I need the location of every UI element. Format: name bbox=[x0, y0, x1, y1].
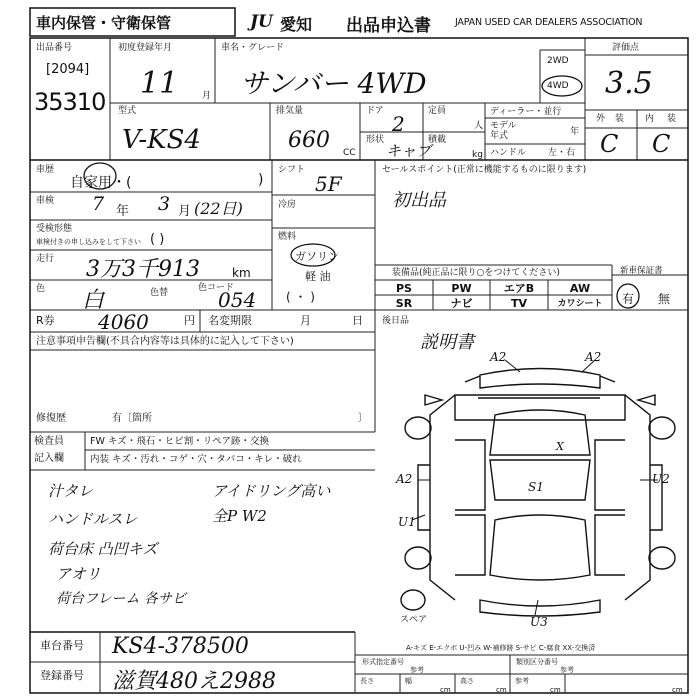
plate-label: 登録番号 bbox=[40, 669, 84, 682]
ext-grade: C bbox=[600, 130, 619, 158]
repair-close: 〕 bbox=[358, 413, 368, 424]
name-change-month: 月 bbox=[300, 314, 311, 327]
load-label: 積載 bbox=[428, 135, 447, 145]
warranty-no: 無 bbox=[658, 292, 671, 306]
remark-5: 荷台フレーム 各サビ bbox=[56, 591, 186, 607]
ac-label: 冷房 bbox=[278, 200, 297, 210]
year-label: 年式 bbox=[490, 131, 509, 141]
name-change-day: 日 bbox=[352, 314, 363, 327]
first-reg-label: 初度登録年月 bbox=[118, 43, 173, 53]
first-reg-value: 11 bbox=[140, 66, 179, 101]
equip-airbag: エアB bbox=[503, 282, 535, 295]
shape-value: キャブ bbox=[386, 142, 432, 160]
name-change-label: 名変期限 bbox=[208, 314, 252, 327]
mark-s1-roof: S1 bbox=[528, 480, 544, 494]
color-change-label: 色替 bbox=[150, 288, 169, 298]
drive-4wd: 4WD bbox=[547, 81, 569, 91]
month-unit: 月 bbox=[202, 91, 212, 101]
mark-u3-rear: U3 bbox=[530, 615, 548, 629]
org-name: 愛知 bbox=[280, 15, 313, 34]
mark-a2-front-right: A2 bbox=[585, 350, 602, 364]
recycle-yen: 円 bbox=[184, 314, 195, 327]
person-unit: 人 bbox=[474, 121, 484, 131]
mark-u1-left: U1 bbox=[398, 515, 416, 529]
notes-label: 注意事項申告欄(不具合内容等は具体的に記入して下さい) bbox=[36, 336, 294, 347]
receipt-paren: ( ) bbox=[150, 232, 165, 247]
ju-logo: JU bbox=[250, 12, 273, 32]
receipt-note: 車検付きの申し込みをして下さい bbox=[36, 238, 141, 246]
mark-u2-right: U2 bbox=[652, 472, 670, 486]
drive-2wd: 2WD bbox=[547, 56, 569, 66]
ext-label: 外 bbox=[596, 114, 606, 124]
shaken-day: (22日) bbox=[194, 199, 243, 218]
fuel-gas: ガソリン bbox=[295, 250, 339, 263]
fuel-label: 燃料 bbox=[278, 232, 297, 242]
association-name: JAPAN USED CAR DEALERS ASSOCIATION bbox=[455, 17, 643, 28]
handle-options: 左・右 bbox=[548, 148, 576, 158]
history-label: 車歴 bbox=[36, 165, 55, 175]
plate-value: 滋賀480え2988 bbox=[112, 669, 276, 694]
remark-right-2: 全P W2 bbox=[212, 507, 267, 525]
sales-point-label: セールスポイント(正常に機能するものに限ります) bbox=[382, 165, 587, 175]
rating-label: 評価点 bbox=[612, 43, 640, 53]
color-code-label: 色コード bbox=[198, 283, 235, 293]
name-grade-label: 車名・グレード bbox=[221, 43, 285, 53]
mark-x: X bbox=[556, 440, 564, 453]
displacement-label: 排気量 bbox=[276, 106, 304, 116]
mark-a2-front-left: A2 bbox=[490, 350, 507, 364]
equip-aw: AW bbox=[569, 282, 591, 295]
shift-label: シフト bbox=[278, 165, 306, 175]
recycle-label: R券 bbox=[36, 314, 55, 327]
form-spec-label: 形式指定番号 bbox=[362, 658, 404, 666]
int-grade: C bbox=[652, 130, 671, 158]
km-unit: km bbox=[232, 266, 251, 280]
ref-cm: cm bbox=[672, 686, 683, 694]
width-cm: cm bbox=[496, 686, 507, 694]
length-label: 長さ bbox=[360, 677, 374, 685]
class-label: 類別区分番号 bbox=[516, 658, 558, 666]
equip-tv: TV bbox=[510, 297, 528, 310]
repair-label: 修復歴 bbox=[36, 413, 66, 424]
equip-pw: PW bbox=[451, 282, 472, 295]
lot-label: 出品番号 bbox=[36, 43, 73, 53]
equip-navi: ナビ bbox=[450, 297, 473, 310]
shaken-month-unit: 月 bbox=[178, 204, 192, 219]
shaken-year: 7 bbox=[92, 193, 105, 215]
receipt-label: 受検形態 bbox=[36, 224, 73, 234]
entry-label: 記入欄 bbox=[34, 453, 64, 464]
shift-value: 5F bbox=[315, 172, 342, 196]
color-label: 色 bbox=[36, 284, 46, 294]
color-code-value: 054 bbox=[218, 288, 257, 312]
cc-unit: CC bbox=[343, 148, 356, 158]
shaken-year-unit: 年 bbox=[116, 204, 130, 219]
form-spec-sub: 参考 bbox=[410, 666, 424, 674]
chassis-label: 車台番号 bbox=[40, 639, 84, 652]
name-grade-value: サンバー 4WD bbox=[240, 67, 427, 100]
doors-value: 2 bbox=[392, 112, 405, 136]
repair-value: 有〔箇所 bbox=[112, 413, 152, 424]
inspection-row-2: 内装 キズ・汚れ・コゲ・穴・タバコ・キレ・破れ bbox=[90, 454, 302, 465]
shape-label: 形状 bbox=[366, 135, 385, 145]
capacity-label: 定員 bbox=[428, 106, 447, 116]
shaken-month: 3 bbox=[158, 193, 171, 215]
history-close: ) bbox=[258, 172, 264, 188]
sales-point-value: 初出品 bbox=[392, 190, 446, 211]
dealer-label: ディーラー・並行 bbox=[490, 107, 562, 117]
class-sub: 参考 bbox=[560, 666, 574, 674]
recycle-value: 4060 bbox=[98, 310, 149, 334]
kg-unit: kg bbox=[472, 150, 483, 160]
color-value: 白 bbox=[82, 288, 105, 313]
after-label: 後日品 bbox=[382, 316, 410, 326]
remark-3: 荷台床 凸凹キズ bbox=[48, 540, 158, 558]
warranty-label: 新車保証書 bbox=[620, 266, 663, 276]
int-label: 内 bbox=[645, 114, 655, 124]
displacement-value: 660 bbox=[288, 128, 330, 153]
diagram-legend: A-キズ E-エクボ U-凹み W-補修跡 S-サビ C-腐食 XX-交換済 bbox=[406, 644, 596, 652]
fuel-paren: ( ・ ) bbox=[286, 290, 315, 304]
inspection-row-1: FW キズ・飛石・ヒビ割・リペア跡・交換 bbox=[90, 436, 269, 447]
history-value: 自家用・( bbox=[70, 175, 132, 191]
length-cm: cm bbox=[440, 686, 451, 694]
doors-label: ドア bbox=[366, 106, 384, 116]
rating-value: 3.5 bbox=[605, 66, 653, 101]
lot-number: 35310 bbox=[34, 88, 106, 116]
model-value: V-KS4 bbox=[122, 125, 201, 155]
remark-1: 汁タレ bbox=[48, 482, 94, 500]
model-year-label: モデル bbox=[490, 121, 517, 131]
ref-label: 参考 bbox=[515, 677, 529, 685]
ext-label-2: 装 bbox=[615, 114, 625, 124]
height-cm: cm bbox=[550, 686, 561, 694]
int-label-2: 装 bbox=[667, 114, 677, 124]
mileage-label: 走行 bbox=[36, 254, 55, 264]
inspector-label: 検査員 bbox=[34, 436, 64, 447]
mileage-value: 3万3千913 bbox=[86, 257, 200, 282]
chassis-value: KS4-378500 bbox=[112, 634, 249, 659]
equip-sr: SR bbox=[395, 297, 413, 310]
warranty-yes: 有 bbox=[622, 292, 635, 306]
remark-2: ハンドルスレ bbox=[48, 510, 138, 528]
spare-label: スペア bbox=[400, 615, 428, 625]
height-label: 高さ bbox=[460, 677, 474, 685]
after-value: 説明書 bbox=[420, 332, 474, 353]
equip-leather-seat: カワシート bbox=[557, 299, 603, 309]
equip-ps: PS bbox=[396, 282, 412, 295]
shaken-label: 車検 bbox=[36, 196, 55, 206]
year-unit: 年 bbox=[570, 127, 580, 137]
model-label: 型式 bbox=[118, 106, 137, 116]
fuel-light: 軽 油 bbox=[305, 270, 331, 283]
handle-label: ハンドル bbox=[490, 148, 527, 158]
mark-a2-left: A2 bbox=[396, 472, 413, 486]
storage-label: 車内保管・守衛保管 bbox=[36, 14, 172, 32]
form-title: 出品申込書 bbox=[346, 16, 431, 36]
remark-4: アオリ bbox=[56, 565, 101, 583]
equipment-label: 装備品(純正品に限り○をつけてください) bbox=[392, 268, 560, 278]
lot-bracket-number: [2094] bbox=[46, 62, 90, 77]
remark-right-1: アイドリング高い bbox=[212, 482, 331, 500]
width-label: 幅 bbox=[405, 677, 412, 685]
